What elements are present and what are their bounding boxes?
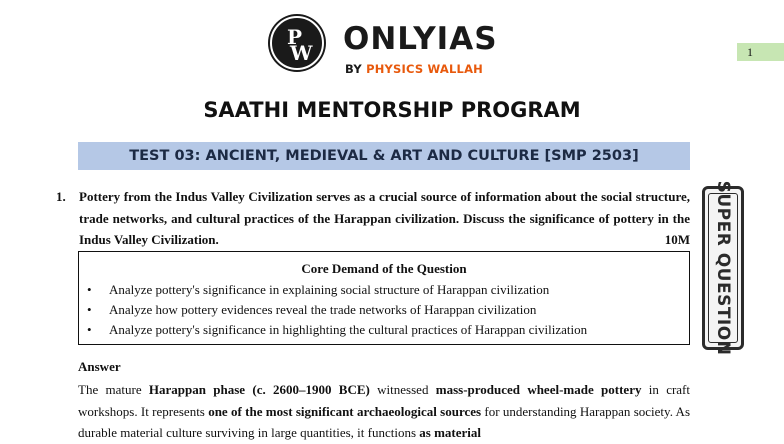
super-question-stamp [702,180,744,356]
page-number: 1 [737,43,784,61]
test-title: TEST 03: ANCIENT, MEDIEVAL & ART AND CULTURE [SMP 2503] [78,142,690,170]
list-item: • Analyze how pottery evidences reveal the trade networks of Harappan civilization [79,300,689,320]
pw-logo [268,14,326,72]
answer-text: The mature Harappan phase (c. 2600–1900 BCE) witnessed mass-produced wheel-made pottery in craft workshops. It represents one of the most significant archaeological sources for understanding Harappan society. As durable material culture surviving in large quantities, it functions as material [78,382,691,440]
question-number: 1. [56,189,66,204]
answer-label: Answer [78,359,121,374]
pw-logo-icon [268,14,326,72]
core-demand-title: Core Demand of the Question [301,261,467,276]
question-marks: 10M [664,232,690,247]
svg-text:P: P [287,25,303,49]
question-text: Pottery from the Indus Valley Civilization serves as a crucial source of information about the social structure, trade networks, and cultural practices of the Harappan civilization. Discuss the significance of pottery in the Indus Valley Civilization. [79,189,690,247]
program-title: SAATHI MENTORSHIP PROGRAM [203,98,581,122]
list-item: • Analyze pottery's significance in highlighting the cultural practices of Harappan civilization [79,320,689,340]
brand-name: ONLYIAS [343,21,498,57]
question-block [56,186,690,251]
bullet-icon: • [87,302,92,317]
bullet-icon: • [87,282,92,297]
list-item: • Analyze pottery's significance in explaining social structure of Harappan civilization [79,280,689,300]
stamp-label: SUPER QUESTION [713,180,733,356]
core-demand-list [79,280,689,340]
svg-text:W: W [290,41,313,65]
core-demand-box [78,251,690,345]
bullet-icon: • [87,322,92,337]
brand-subtitle: BY PHYSICS WALLAH [345,62,484,76]
